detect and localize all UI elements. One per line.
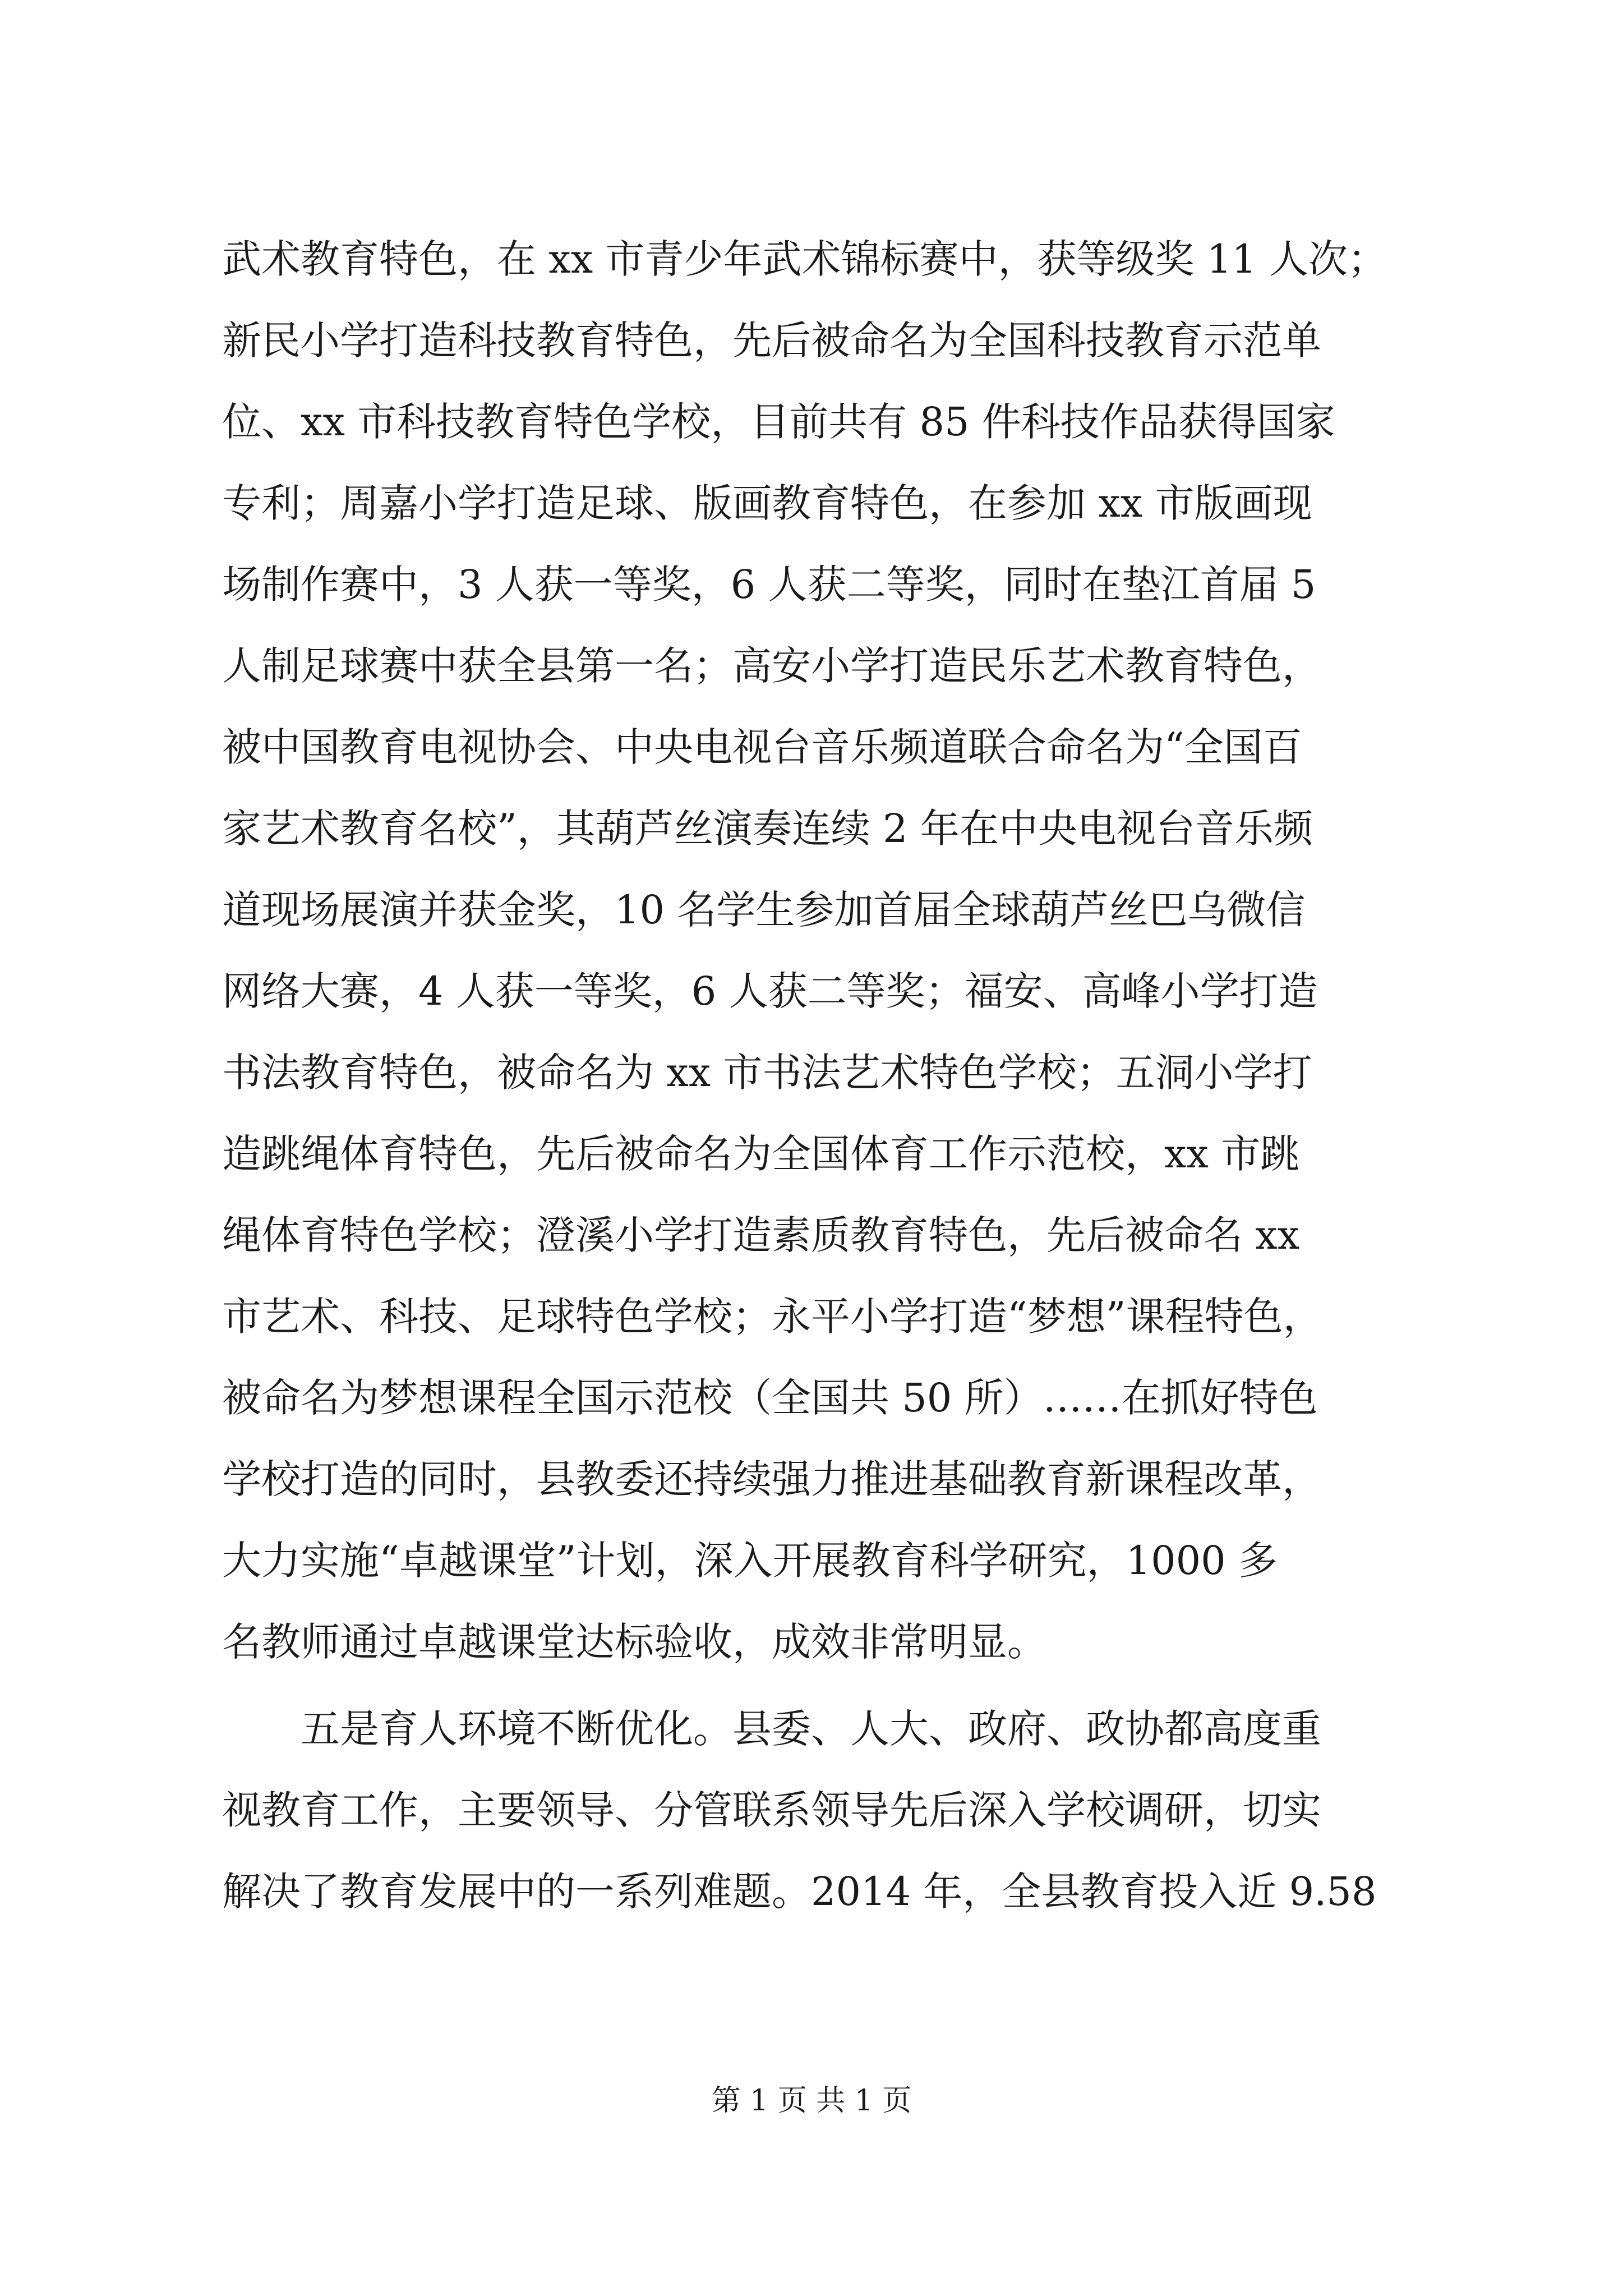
text-line: 名教师通过卓越课堂达标验收，成效非常明显。 [222,1619,1046,1665]
text-line: 被命名为梦想课程全国示范校（全国共 50 所）……在抓好特色 [222,1375,1318,1421]
text-line: 网络大赛，4 人获一等奖，6 人获二等奖；福安、高峰小学打造 [222,968,1318,1014]
text-line: 武术教育特色，在 xx 市青少年武术锦标赛中，获等级奖 11 人次； [222,236,1387,282]
text-line: 新民小学打造科技教育特色，先后被命名为全国科技教育示范单 [222,318,1321,364]
text-line: 场制作赛中，3 人获一等奖，6 人获二等奖，同时在垫江首届 5 [222,562,1316,608]
text-line: 书法教育特色，被命名为 xx 市书法艺术特色学校；五洞小学打 [222,1050,1312,1096]
text-line: 位、xx 市科技教育特色学校，目前共有 85 件科技作品获得国家 [222,399,1335,445]
text-line: 专利；周嘉小学打造足球、版画教育特色，在参加 xx 市版画现 [222,480,1312,526]
text-line: 道现场展演并获金奖，10 名学生参加首届全球葫芦丝巴乌微信 [222,887,1306,933]
text-line: 绳体育特色学校；澄溪小学打造素质教育特色，先后被命名 xx [222,1212,1300,1258]
text-line: 学校打造的同时，县教委还持续强力推进基础教育新课程改革， [222,1456,1321,1502]
text-line: 解决了教育发展中的一系列难题。2014 年，全县教育投入近 9.58 [222,1869,1377,1915]
text-line: 造跳绳体育特色，先后被命名为全国体育工作示范校，xx 市跳 [222,1131,1300,1177]
text-line: 视教育工作，主要领导、分管联系领导先后深入学校调研，切实 [222,1787,1321,1833]
text-line: 人制足球赛中获全县第一名；高安小学打造民乐艺术教育特色， [222,643,1321,689]
paragraph-first-line: 五是育人环境不断优化。县委、人大、政府、政协都高度重 [301,1706,1321,1752]
document-body [222,219,1422,1932]
text-line: 家艺术教育名校”，其葫芦丝演奏连续 2 年在中央电视台音乐频 [222,806,1313,852]
page-footer: 第 1 页 共 1 页 [711,2084,912,2118]
text-line: 大力实施“卓越课堂”计划，深入开展教育科学研究，1000 多 [222,1538,1278,1584]
text-line: 被中国教育电视协会、中央电视台音乐频道联合命名为“全国百 [222,724,1302,770]
text-line: 市艺术、科技、足球特色学校；永平小学打造“梦想”课程特色， [222,1294,1322,1340]
